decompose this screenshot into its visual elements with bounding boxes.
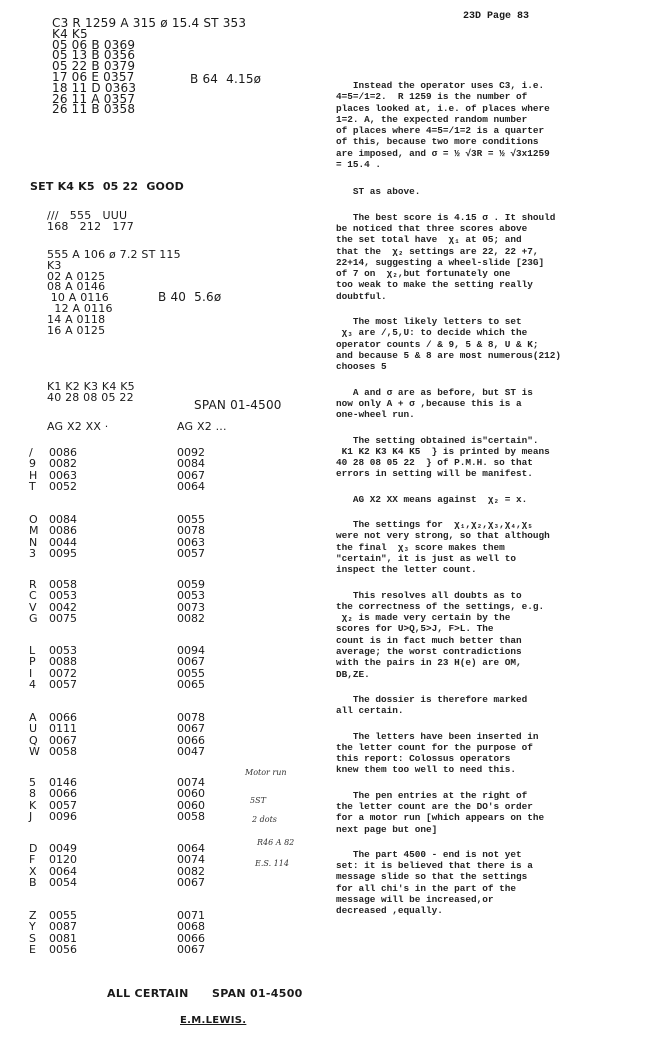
pen-note-es: E.S. 114 (255, 859, 289, 868)
row-letter: A (29, 711, 37, 724)
ag-x2-count: 0055 (177, 513, 205, 526)
commentary-line: doubtful. (336, 290, 387, 302)
letter-count-row (0, 458, 330, 469)
commentary-line: average; the worst contradictions (336, 645, 522, 657)
commentary-line: chooses 5 (336, 361, 387, 373)
commentary-line: The best score is 4.15 σ . It should (336, 211, 556, 223)
letter-count-row (0, 656, 330, 667)
ag-x2-count: 0066 (177, 931, 205, 945)
run-555-line: 08 A 0146 (47, 280, 106, 294)
ag-x2-count: 0067 (177, 655, 205, 669)
letter-count-row (0, 525, 330, 536)
ag-x2-xx-count: 0042 (49, 600, 77, 614)
ag-x2-xx-count: 0072 (49, 666, 77, 680)
letter-count-row (0, 602, 330, 613)
commentary-line: next page but one] (336, 823, 438, 835)
row-letter: U (29, 722, 38, 736)
ag-x2-count: 0067 (177, 468, 205, 482)
ag-x2-xx-count: 0063 (49, 468, 77, 482)
commentary-line: message will be increased,or (336, 894, 494, 906)
ag-x2-xx-count: 0055 (49, 909, 77, 922)
c3-run-line: K4 K5 (52, 26, 88, 41)
commentary-line: the letter count for the purpose of (336, 741, 533, 753)
ag-x2-count: 0064 (177, 842, 205, 855)
row-letter: 9 (29, 457, 36, 471)
row-letter: L (29, 644, 36, 657)
c3-run-line: 17 06 E 0357 (52, 69, 135, 84)
letter-count-row (0, 746, 330, 757)
commentary-line: inspect the letter count. (336, 564, 477, 576)
c3-run-line: 26 11 A 0357 (52, 91, 136, 106)
ag-x2-xx-count: 0049 (49, 842, 77, 855)
ag-x2-xx-count: 0120 (49, 853, 77, 867)
k-settings-line: 40 28 08 05 22 (47, 391, 134, 404)
ag-x2-xx-count: 0066 (49, 787, 77, 801)
ag-x2-xx-count: 0066 (49, 711, 77, 724)
commentary-paragraph (336, 316, 561, 372)
ag-x2-count: 0094 (177, 644, 205, 657)
commentary-line: be noticed that three scores above (336, 222, 528, 234)
commentary-line: decreased ,equally. (336, 905, 443, 917)
commentary-line: of places where 4=5=/1=2 is a quarter (336, 125, 545, 137)
letter-count-row (0, 537, 330, 548)
commentary-line: The settings for χ₁,χ₂,χ₃,χ₄,χ₅ (336, 519, 533, 530)
all-certain-label: ALL CERTAIN (107, 987, 189, 1000)
b40-score: B 40 5.6ø (158, 290, 222, 304)
commentary-paragraph (336, 80, 550, 170)
slash-5-u-line: 168 212 177 (47, 220, 134, 233)
commentary-line: the set total have χ₁ at 05; and (336, 234, 522, 246)
ag-x2-count: 0047 (177, 744, 205, 758)
ag-x2-count: 0074 (177, 853, 205, 867)
letter-count-row (0, 679, 330, 690)
letter-count-row (0, 470, 330, 481)
set-good-line: SET K4 K5 05 22 GOOD (30, 180, 184, 193)
c3-run-line: C3 R 1259 A 315 ø 15.4 ST 353 (52, 16, 247, 30)
commentary-line: of 7 on χ₂,but fortunately one (336, 268, 511, 280)
row-letter: / (29, 446, 33, 459)
letter-count-row (0, 811, 330, 822)
c3-run-line: 05 06 B 0369 (52, 37, 136, 52)
commentary-line: for all chi's in the part of the (336, 882, 517, 894)
col-header-2: AG X2 ... (177, 420, 227, 433)
ag-x2-count: 0058 (177, 809, 205, 823)
commentary-line: The letters have been inserted in (336, 730, 539, 742)
k-settings-line: K1 K2 K3 K4 K5 (47, 380, 135, 393)
commentary-line: AG X2 XX means against χ₂ = x. (336, 493, 528, 505)
commentary-line: for a motor run [which appears on the (336, 812, 545, 824)
row-letter: T (29, 479, 36, 493)
commentary-paragraph (336, 590, 544, 680)
commentary-paragraph (336, 849, 533, 917)
ag-x2-xx-count: 0057 (49, 798, 77, 812)
commentary-line: The part 4500 - end is not yet (336, 848, 522, 860)
ag-x2-xx-count: 0057 (49, 677, 77, 691)
ag-x2-count: 0067 (177, 875, 205, 889)
ag-x2-xx-count: 0067 (49, 733, 77, 747)
ag-x2-xx-count: 0075 (49, 611, 77, 625)
letter-count-row (0, 800, 330, 811)
row-letter: R (29, 578, 37, 591)
span-label: SPAN 01-4500 (194, 398, 282, 412)
pen-note-motor-run: Motor run (245, 768, 287, 777)
letter-count-row (0, 481, 330, 492)
commentary-line: "certain", it is just as well to (336, 552, 517, 564)
row-letter: G (29, 611, 38, 625)
run-555-line: 02 A 0125 (47, 269, 106, 283)
commentary-line: with the pairs in 23 H(e) are OM, (336, 657, 522, 669)
row-letter: B (29, 875, 37, 889)
ag-x2-count: 0084 (177, 457, 205, 471)
commentary-line: were not very strong, so that although (336, 530, 550, 542)
commentary-line: now only A + σ ,because this is a (336, 397, 522, 409)
ag-x2-xx-count: 0064 (49, 864, 77, 878)
commentary-line: = 15.4 . (336, 159, 382, 171)
commentary-paragraph (336, 435, 550, 480)
ag-x2-count: 0082 (177, 611, 205, 625)
row-letter: Y (29, 920, 36, 934)
commentary-line: knew them too well to need this. (336, 764, 517, 776)
b64-score: B 64 4.15ø (190, 72, 262, 86)
row-letter: E (29, 942, 36, 956)
letter-count-row (0, 668, 330, 679)
commentary-line: the correctness of the settings, e.g. (336, 600, 545, 612)
commentary-line: 1=2. A, the expected random number (336, 113, 528, 125)
commentary-paragraph (336, 694, 527, 717)
commentary-paragraph (336, 212, 555, 302)
ag-x2-xx-count: 0082 (49, 457, 77, 471)
commentary-line: all certain. (336, 705, 404, 717)
ag-x2-xx-count: 0056 (49, 942, 77, 956)
commentary-line: The pen entries at the right of (336, 789, 528, 801)
commentary-line: The most likely letters to set (336, 316, 522, 328)
row-letter: M (29, 524, 39, 538)
commentary-line: operator counts / & 9, 5 & 8, U & K; (336, 338, 539, 350)
commentary-line: count is in fact much better than (336, 634, 522, 646)
row-letter: 3 (29, 546, 36, 560)
letter-count-row (0, 723, 330, 734)
row-letter: V (29, 600, 37, 614)
commentary-line: Instead the operator uses C3, i.e. (336, 80, 545, 91)
ag-x2-count: 0068 (177, 920, 205, 934)
commentary-paragraph (336, 186, 420, 197)
commentary-line: places looked at, i.e. of places where (336, 102, 550, 114)
ag-x2-count: 0078 (177, 711, 205, 724)
ag-x2-count: 0078 (177, 524, 205, 538)
pen-note-5st: 5ST (250, 796, 266, 805)
commentary-line: scores for U>Q,5>J, F>L. The (336, 623, 494, 635)
ag-x2-count: 0067 (177, 942, 205, 956)
commentary-paragraph (336, 387, 533, 421)
ag-x2-xx-count: 0081 (49, 931, 77, 945)
ag-x2-count: 0055 (177, 666, 205, 680)
run-555-line: 14 A 0118 (47, 312, 106, 326)
commentary-line: χ₂ is made very certain by the (336, 612, 511, 624)
commentary-line: 40 28 08 05 22 } of P.M.H. so that (336, 457, 533, 469)
row-letter: H (29, 468, 38, 482)
letter-count-row (0, 788, 330, 799)
letter-count-row (0, 921, 330, 932)
commentary-paragraph (336, 494, 527, 505)
run-555-line: 12 A 0116 (47, 301, 113, 315)
ag-x2-count: 0074 (177, 776, 205, 789)
signature: E.M.LEWIS. (180, 1015, 247, 1026)
ag-x2-xx-count: 0096 (49, 809, 77, 823)
letter-count-row (0, 590, 330, 601)
ag-x2-count: 0060 (177, 787, 205, 801)
ag-x2-xx-count: 0084 (49, 513, 77, 526)
row-letter: 5 (29, 776, 36, 789)
ag-x2-xx-count: 0044 (49, 535, 77, 549)
row-letter: I (29, 666, 33, 680)
run-555-line: 555 A 106 ø 7.2 ST 115 (47, 248, 181, 261)
row-letter: 8 (29, 787, 36, 801)
ag-x2-xx-count: 0086 (49, 446, 77, 459)
commentary-line: the letter count are the DO's order (336, 800, 533, 812)
row-letter: O (29, 513, 38, 526)
ag-x2-xx-count: 0146 (49, 776, 77, 789)
row-letter: P (29, 655, 36, 669)
commentary-line: errors in setting will be manifest. (336, 468, 533, 480)
ag-x2-xx-count: 0053 (49, 589, 77, 603)
ag-x2-xx-count: 0111 (49, 722, 77, 736)
row-letter: F (29, 853, 36, 867)
row-letter: D (29, 842, 38, 855)
c3-run-line: 26 11 B 0358 (52, 102, 136, 117)
row-letter: C (29, 589, 37, 603)
commentary-line: one-wheel run. (336, 409, 415, 421)
slash-5-u-line: /// 555 UUU (47, 209, 128, 222)
commentary-line: too weak to make the setting really (336, 279, 533, 291)
letter-count-row (0, 933, 330, 944)
run-555-line: 16 A 0125 (47, 323, 106, 337)
commentary-line: this report: Colossus operators (336, 753, 511, 765)
ag-x2-count: 0071 (177, 909, 205, 922)
commentary-line: message slide so that the settings (336, 871, 528, 883)
run-555-line: 10 A 0116 (47, 291, 110, 305)
row-letter: Q (29, 733, 38, 747)
ag-x2-count: 0064 (177, 479, 205, 493)
ag-x2-xx-count: 0053 (49, 644, 77, 657)
row-letter: N (29, 535, 38, 549)
commentary-line: A and σ are as before, but ST is (336, 386, 533, 398)
commentary-paragraph (336, 731, 539, 776)
col-header-1: AG X2 XX · (47, 420, 109, 433)
letter-count-row (0, 735, 330, 746)
ag-x2-xx-count: 0086 (49, 524, 77, 538)
ag-x2-count: 0063 (177, 535, 205, 549)
run-555-line: K3 (47, 258, 62, 272)
ag-x2-count: 0065 (177, 677, 205, 691)
commentary-line: of this, because two more conditions (336, 136, 539, 148)
row-letter: W (29, 744, 40, 758)
commentary-line: The dossier is therefore marked (336, 693, 528, 705)
row-letter: 4 (29, 677, 36, 691)
ag-x2-xx-count: 0087 (49, 920, 77, 934)
ag-x2-xx-count: 0095 (49, 546, 77, 560)
row-letter: K (29, 798, 37, 812)
ag-x2-xx-count: 0088 (49, 655, 77, 669)
row-letter: Z (29, 909, 37, 922)
c3-run-line: 05 13 B 0356 (52, 48, 136, 63)
commentary-line: 4=5=/1=2. R 1259 is the number of (336, 91, 528, 103)
letter-count-row (0, 944, 330, 955)
commentary-line: set: it is believed that there is a (336, 860, 533, 872)
row-letter: X (29, 864, 37, 878)
commentary-line: ST as above. (336, 186, 421, 198)
ag-x2-xx-count: 0058 (49, 744, 77, 758)
letter-count-row (0, 877, 330, 888)
ag-x2-count: 0082 (177, 864, 205, 878)
commentary-line: 22+14, suggesting a wheel-slide [23G] (336, 256, 545, 268)
pen-note-r46: R46 A 82 (257, 838, 295, 847)
commentary-line: The setting obtained is"certain". (336, 434, 539, 446)
bottom-span-label: SPAN 01-4500 (212, 987, 303, 1000)
commentary-line: χ₃ are /,5,U: to decide which the (336, 327, 528, 339)
letter-count-row (0, 548, 330, 559)
row-letter: S (29, 931, 36, 945)
commentary-line: the final χ₃ score makes them (336, 541, 505, 553)
commentary-paragraph (336, 519, 550, 575)
commentary-line: K1 K2 K3 K4 K5 } is printed by means (336, 445, 550, 457)
commentary-line: and because 5 & 8 are most numerous(212) (336, 349, 562, 361)
ag-x2-count: 0057 (177, 546, 205, 560)
c3-run-line: 18 11 D 0363 (52, 80, 137, 95)
commentary-line: DB,ZE. (336, 668, 370, 680)
ag-x2-count: 0060 (177, 798, 205, 812)
c3-run-line: 05 22 B 0379 (52, 59, 136, 74)
ag-x2-xx-count: 0054 (49, 875, 77, 889)
row-letter: J (29, 809, 33, 823)
page-reference: 23D Page 83 (463, 11, 530, 22)
ag-x2-count: 0059 (177, 578, 205, 591)
letter-count-row (0, 613, 330, 624)
ag-x2-count: 0073 (177, 600, 205, 614)
commentary-line: are imposed, and σ = ½ √3R = ½ √3x1259 (336, 147, 550, 159)
commentary-line: This resolves all doubts as to (336, 589, 522, 601)
pen-note-2-dots: 2 dots (252, 815, 277, 824)
commentary-paragraph (336, 790, 544, 835)
ag-x2-count: 0067 (177, 722, 205, 736)
ag-x2-xx-count: 0052 (49, 479, 77, 493)
ag-x2-xx-count: 0058 (49, 578, 77, 591)
ag-x2-count: 0053 (177, 589, 205, 603)
commentary-line: that the χ₂ settings are 22, 22 +7, (336, 245, 539, 257)
ag-x2-count: 0092 (177, 446, 205, 459)
ag-x2-count: 0066 (177, 733, 205, 747)
